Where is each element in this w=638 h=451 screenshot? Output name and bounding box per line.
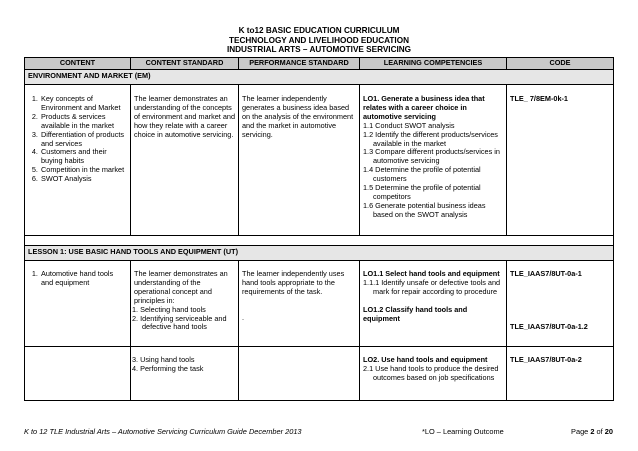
competency-item: 1.2 Identify the different products/services available in the market (363, 129, 498, 148)
list-item: 1. Key concepts of Environment and Market (40, 95, 127, 113)
header-line-1: K to12 BASIC EDUCATION CURRICULUM (238, 26, 400, 35)
col-header-content-standard: CONTENT STANDARD (131, 58, 239, 70)
competency-item: 1.1 Conduct SWOT analysis (363, 120, 455, 130)
learning-outcome: LO1.1 Select hand tools and equipment (363, 269, 500, 278)
list-item: 3. Using hand tools (132, 355, 195, 364)
learning-outcome: LO2. Use hand tools and equipment (363, 355, 488, 364)
code-1: TLE_IAAS7/8UT-0a-1 (510, 269, 582, 278)
cell-content-standard: The learner demonstrates an understanding of the concepts of environment and market and how they relate with a career choice in automotive servicing. (131, 85, 239, 236)
list-item: 5. Competition in the market (40, 166, 127, 175)
content-list (28, 95, 127, 184)
header-line-3: INDUSTRIAL ARTS – AUTOMOTIVE SERVICING (226, 45, 412, 55)
section-row-em (25, 70, 614, 85)
content-list (28, 270, 127, 288)
footer-note: *LO – Learning Outcome (422, 427, 504, 436)
document-header (0, 26, 638, 55)
cell-code: TLE_IAAS7/8UT-0a-2 (507, 347, 614, 401)
list-item: 6. SWOT Analysis (40, 175, 127, 184)
code-2: TLE_IAAS7/8UT-0a-1.2 (510, 321, 588, 331)
cell-learning-competencies (360, 347, 507, 401)
performance-dot: . (242, 312, 245, 322)
cell-content (25, 347, 131, 401)
learning-outcome: LO1.2 Classify hand tools and equipment (363, 304, 468, 323)
list-item: 2. Products & services available in the market (40, 113, 127, 131)
cell-content-standard (131, 347, 239, 401)
competency-item: 1.5 Determine the profile of potential competitors (363, 183, 481, 201)
competency-item: 1.4 Determine the profile of potential customers (363, 165, 481, 184)
section-title-ut: LESSON 1: USE BASIC HAND TOOLS AND EQUIPMENT (UT) (25, 246, 614, 261)
cell-content (25, 261, 131, 347)
table-header-row (25, 58, 614, 70)
table-row-ut-2 (25, 347, 614, 401)
list-item: 1. Selecting hand tools (132, 304, 206, 314)
cell-content-standard (131, 261, 239, 347)
competency-item: 1.3 Compare different products/services in automotive servicing (363, 147, 500, 166)
list-item: 4. Customers and their buying habits (40, 148, 127, 166)
list-item: 4. Performing the task (132, 363, 204, 373)
list-item: 1. Automotive hand tools and equipment (40, 270, 127, 288)
competency-item: 1.6 Generate potential business ideas based on the SWOT analysis (363, 200, 486, 219)
section-row-ut (25, 246, 614, 261)
spacer-row (25, 236, 614, 246)
list-item: 3. Differentiation of products and services (40, 131, 127, 149)
footer-title: K to 12 TLE Industrial Arts – Automotive Servicing Curriculum Guide December 2013 (24, 427, 302, 436)
cell-content (25, 85, 131, 236)
col-header-learning-competencies: LEARNING COMPETENCIES (360, 58, 507, 70)
col-header-content: CONTENT (25, 58, 131, 70)
cell-performance-standard (239, 261, 360, 347)
competency-item: 1.1.1 Identify unsafe or defective tools and mark for repair according to procedure (363, 277, 501, 296)
performance-standard-text: The learner independently uses hand tools appropriate to the requirements of the task. (242, 269, 345, 296)
cell-code: TLE_ 7/8EM-0k-1 (507, 85, 614, 236)
content-standard-intro: The learner demonstrates an understanding of the operational concept and principles in: (134, 269, 228, 305)
competency-item: 2.1 Use hand tools to produce the desired outcomes based on job specifications (363, 363, 499, 382)
table-row-ut-1 (25, 261, 614, 347)
col-header-code: CODE (507, 58, 614, 70)
table-row-em (25, 85, 614, 236)
page-number: Page 2 of 20 (571, 427, 613, 436)
cell-performance-standard (239, 347, 360, 401)
header-line-2: TECHNOLOGY AND LIVELIHOOD EDUCATION (229, 35, 409, 45)
list-item: 2. Identifying serviceable and defective hand tools (132, 313, 227, 332)
curriculum-table (24, 57, 614, 401)
col-header-performance-standard: PERFORMANCE STANDARD (239, 58, 360, 70)
cell-learning-competencies (360, 85, 507, 236)
cell-learning-competencies (360, 261, 507, 347)
learning-outcome: LO1. Generate a business idea that relates with a career choice in automotive servicing (363, 94, 485, 121)
cell-code (507, 261, 614, 347)
section-title-em: ENVIRONMENT AND MARKET (EM) (25, 70, 614, 85)
cell-performance-standard: The learner independently generates a business idea based on the analysis of the environment and the market in automotive servicing. (239, 85, 360, 236)
